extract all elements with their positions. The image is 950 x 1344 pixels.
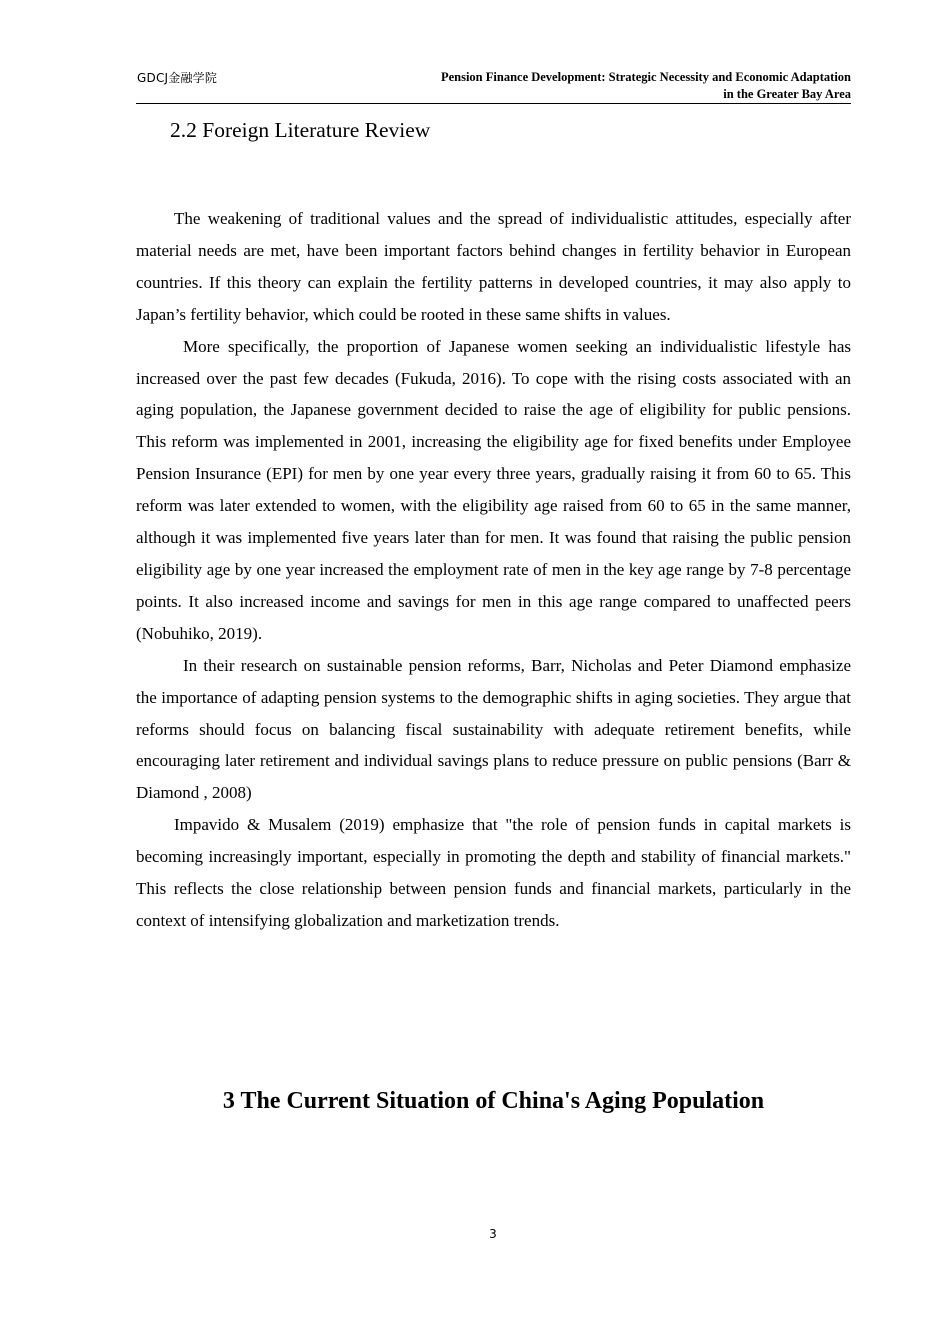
header-divider	[136, 103, 851, 104]
paragraph-1: The weakening of traditional values and the spread of individualistic attitudes, especially after material needs are met, have been important factors behind changes in fertility behavior in European countries. If this theory can explain the fertility patterns in developed countries, it may also apply to Japan’s fertility behavior, which could be rooted in these same shifts in values.	[136, 209, 851, 324]
header-institution: GDCJ金融学院	[137, 71, 218, 85]
header-title-line-2: in the Greater Bay Area	[723, 87, 851, 101]
paragraph-2: More specifically, the proportion of Japanese women seeking an individualistic lifestyle has increased over the past few decades (Fukuda, 2016). To cope with the rising costs associated with an aging population, the Japanese government decided to raise the age of eligibility for public pensions. This reform was implemented in 2001, increasing the eligibility age for fixed benefits under Employee Pension Insurance (EPI) for men by one year every three years, gradually raising it from 60 to 65. This reform was later extended to women, with the eligibility age raised from 60 to 65 in the same manner, although it was implemented five years later than for men. It was found that raising the public pension eligibility age by one year increased the employment rate of men in the key age range by 7-8 percentage points. It also increased income and savings for men in this age range compared to unaffected peers (Nobuhiko, 2019).	[136, 336, 851, 643]
chapter-heading: 3 The Current Situation of China's Aging Population	[222, 1088, 765, 1114]
page-number: 3	[489, 1227, 497, 1241]
header-paper-title	[331, 69, 851, 103]
header-title-line-1: Pension Finance Development: Strategic Necessity and Economic Adaptation	[440, 70, 851, 84]
paragraph-4: Impavido & Musalem (2019) emphasize that "the role of pension funds in capital markets is becoming increasingly important, especially in promoting the depth and stability of financial markets." This reflects the close relationship between pension funds and financial markets, particularly in the context of intensifying globalization and marketization trends.	[136, 815, 851, 930]
paragraph-3: In their research on sustainable pension reforms, Barr, Nicholas and Peter Diamond emphasize the importance of adapting pension systems to the demographic shifts in aging societies. They argue that reforms should focus on balancing fiscal sustainability with adequate retirement benefits, while encouraging later retirement and individual savings plans to reduce pressure on public pensions (Barr & Diamond , 2008)	[136, 655, 851, 803]
section-heading: 2.2 Foreign Literature Review	[170, 118, 431, 142]
body-text	[136, 203, 851, 937]
